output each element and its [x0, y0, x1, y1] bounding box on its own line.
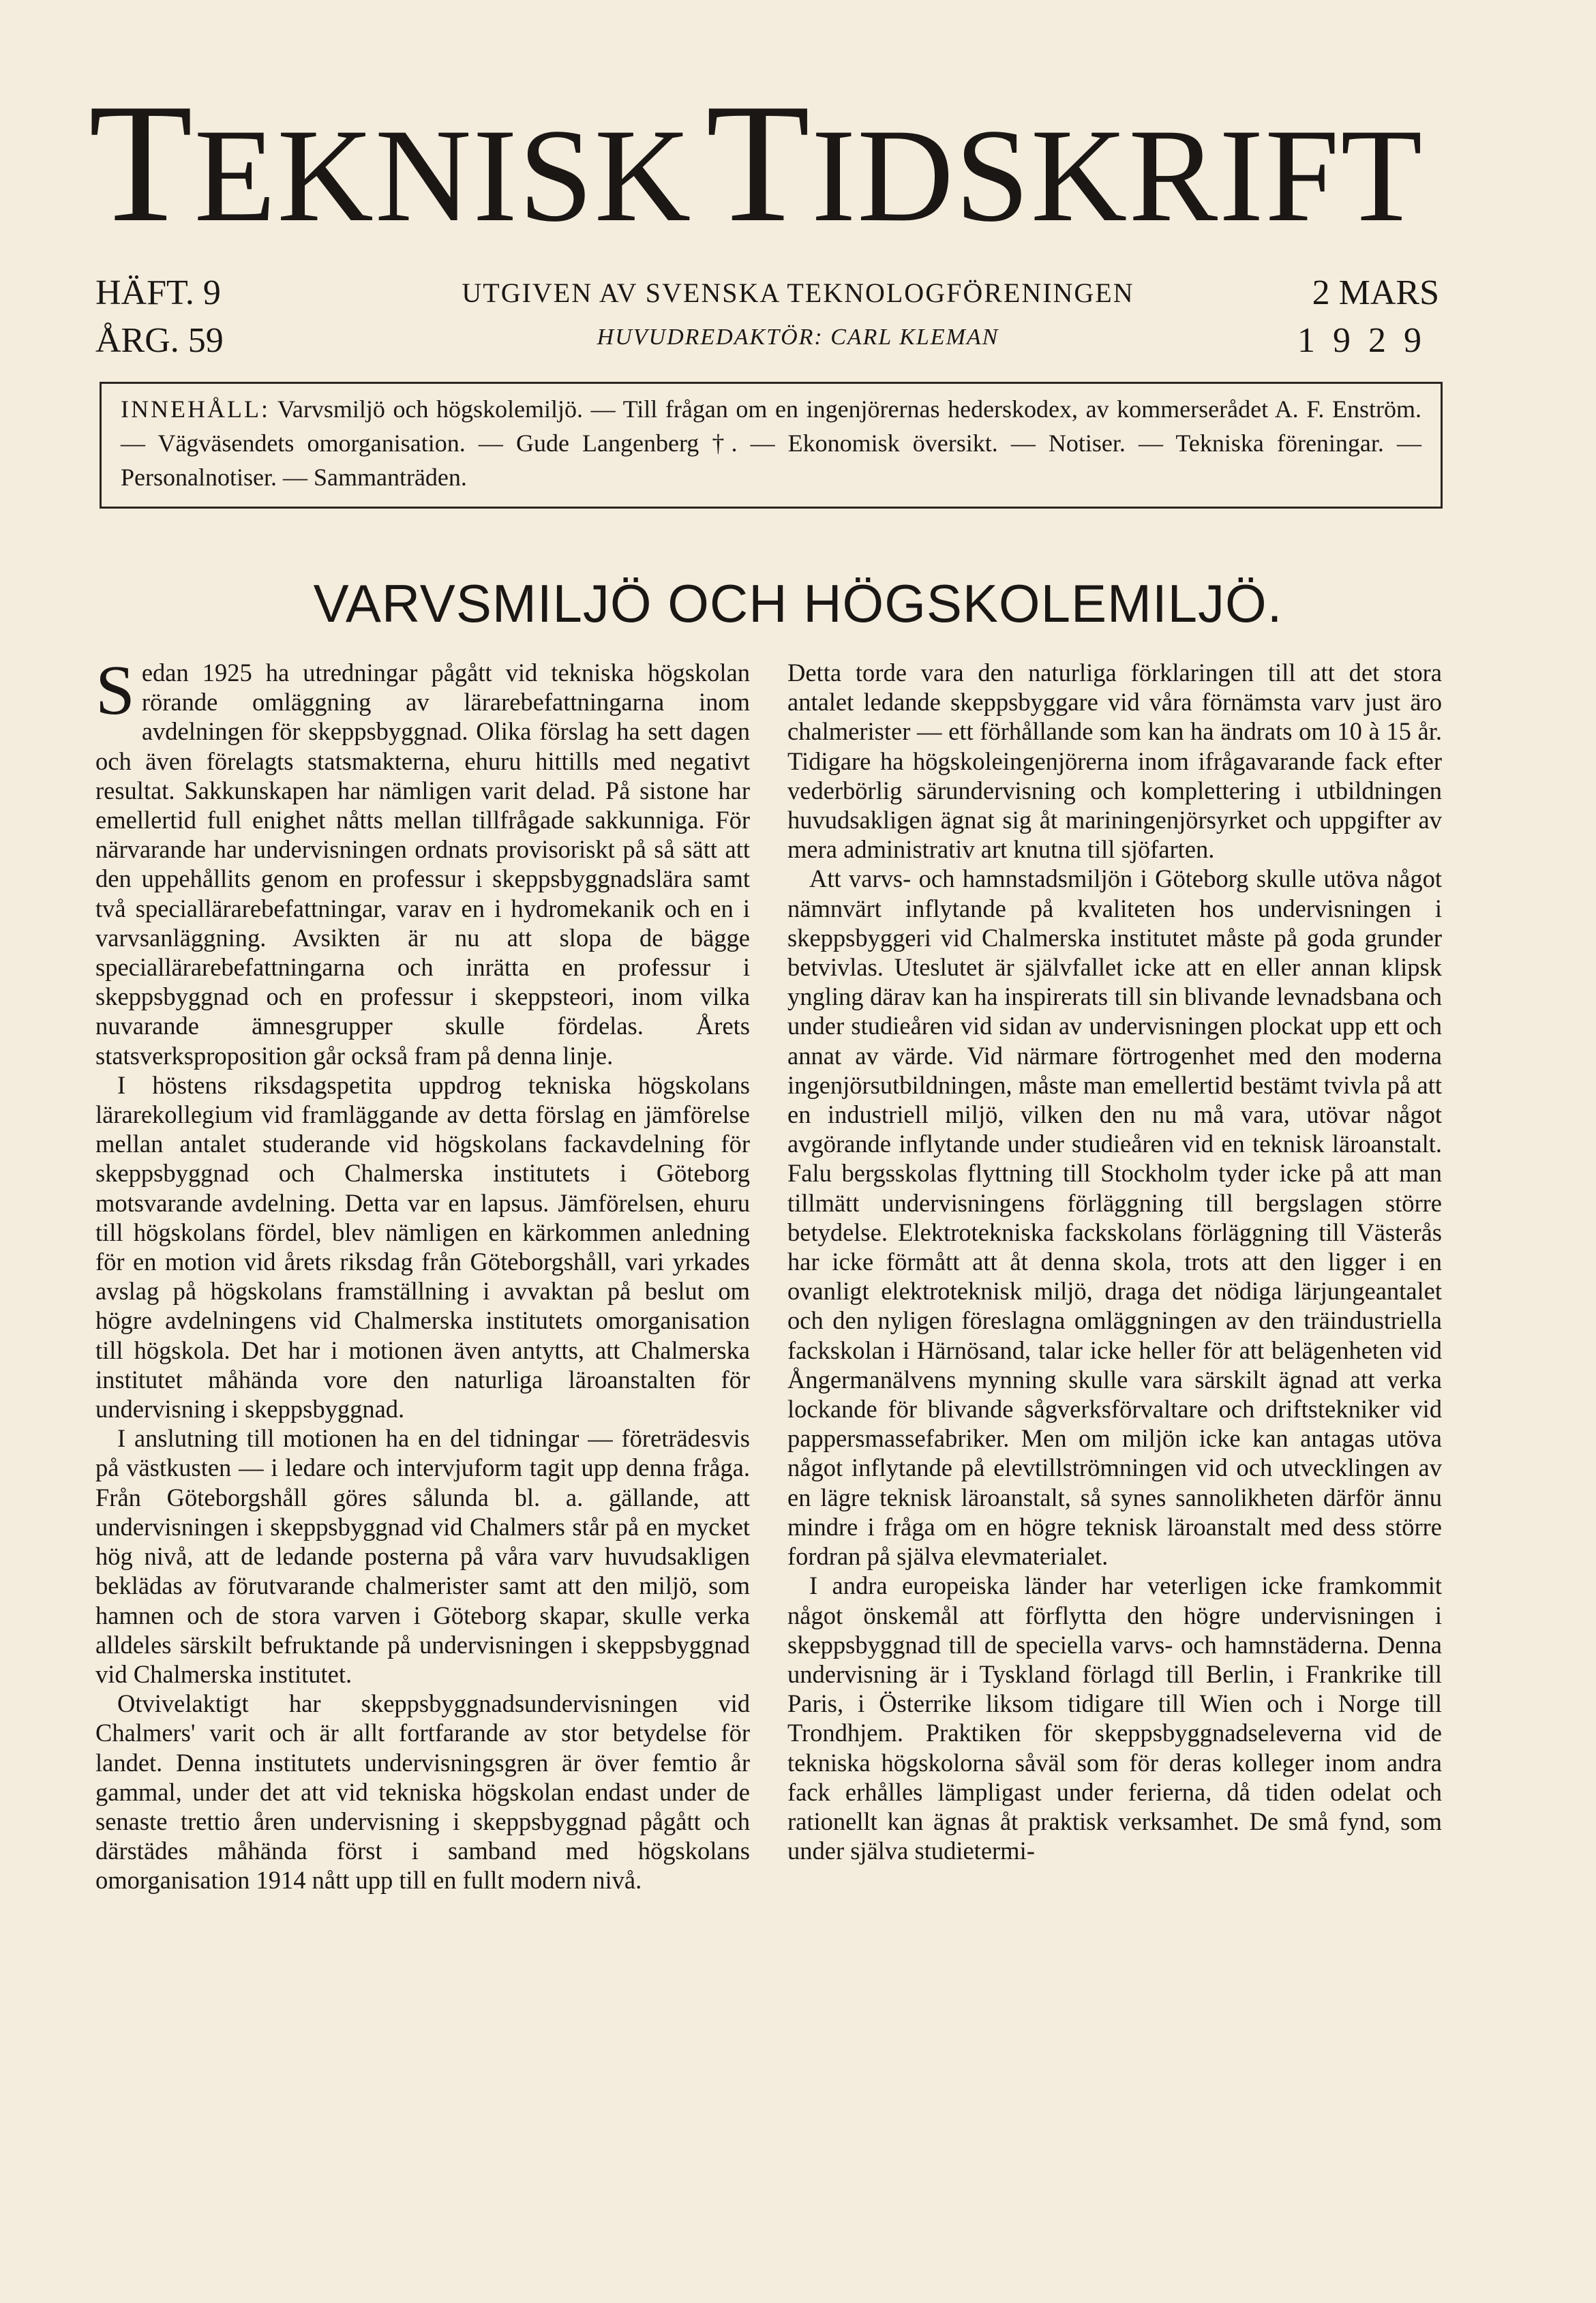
contents-text: Varvsmiljö och högskolemiljö. — Till frågan om en ingenjörernas hederskodex, av kommerserådet A. F. Enström. — Vägväsendets omorganisation. — Gude Langenberg †. — Ekonomisk översikt. — Notiser. — Tekniska föreningar. — Personalnotiser. — Sammanträden.: [121, 395, 1421, 491]
contents-box: [100, 382, 1443, 509]
issue-number: HÄFT. 9: [95, 273, 221, 312]
publisher-line: UTGIVEN AV SVENSKA TEKNOLOGFÖRENINGEN: [462, 277, 1134, 308]
article-title: VARVSMILJÖ OCH HÖGSKOLEMILJÖ.: [313, 573, 1283, 633]
paragraph: Otvivelaktigt har skeppsbyggnadsundervisningen vid Chalmers' varit och är allt fortfarande av stor betydelse för landet. Denna institutets undervisningsgren är över femtio år gammal, under det att vid tekniska högskolan endast under de senaste trettio åren undervisning i skeppsbyggnad pågått och därstädes måhända först i samband med högskolans omorganisation 1914 nått upp till en fullt modern nivå.: [95, 1689, 750, 1895]
masthead-word-tidskrift: TIDSKRIFT: [706, 69, 1424, 258]
article-column-right: [787, 658, 1442, 2253]
drop-cap: S: [95, 658, 135, 729]
volume-number: ÅRG. 59: [95, 321, 224, 360]
editor-line: HUVUDREDAKTÖR: CARL KLEMAN: [597, 325, 999, 350]
paragraph: Sedan 1925 ha utredningar pågått vid tekniska högskolan rörande omläggning av lärarebefattningarna inom avdelningen för skeppsbyggnad. Olika förslag ha sett dagen och även förelagts statsmakterna, ehuru hittills med negativt resultat. Sakkunskapen har nämligen varit delad. På sistone har emellertid full enighet nåtts mellan tillfrågade sakkunniga. För närvarande har undervisningen ordnats provisoriskt på så sätt att den uppehållits genom en professur i skeppsbyggnadslära samt två speciallärarebefattningar, varav en i hydromekanik och en i varvsanläggning. Avsikten är nu att slopa de bägge speciallärarebefattningarna och inrätta en professur i skeppsbyggnad och en professur i skeppsteori, inom vilka nuvarande ämnesgrupper skulle fördelas. Årets statsverksproposition går också fram på denna linje.: [95, 658, 750, 1070]
paragraph: I andra europeiska länder har veterligen icke framkommit något önskemål att förflytta den högre undervisningen i skeppsbyggnad till de speciella varvs- och hamnstäderna. Denna undervisning är i Tyskland förlagd till Berlin, i Frankrike till Paris, i Österrike liksom tidigare till Wien och i Norge till Trondhjem. Praktiken för skeppsbyggnadseleverna vid de tekniska högskolorna såväl som för deras kolleger inom andra fack erhålles lämpligast under ferierna, då tiden odelat och rationellt kan ägnas åt praktisk verksamhet. De små fynd, som under själva studietermi-: [787, 1571, 1442, 1865]
masthead: [89, 69, 1452, 258]
paragraph: I anslutning till motionen ha en del tidningar — företrädesvis på västkusten — i ledare och intervjuform tagit upp denna fråga. Från Göteborgshåll göres sålunda bl. a. gällande, att undervisningen i skeppsbyggnad vid Chalmers står på en mycket hög nivå, att de ledande posterna på våra varv huvudsakligen beklädas av förutvarande chalmerister samt att den miljö, som hamnen och de stora varven i Göteborg skapar, skulle verka alldeles särskilt befruktande på undervisningen i skeppsbyggnad vid Chalmerska institutet.: [95, 1424, 750, 1688]
contents-label: INNEHÅLL:: [121, 395, 270, 423]
paragraph: I höstens riksdagspetita uppdrog tekniska högskolans lärarekollegium vid framläggande av detta förslag en jämförelse mellan antalet studerande vid högskolans fackavdelning för skeppsbyggnad och Chalmerska institutets i Göteborg motsvarande avdelning. Detta var en lapsus. Jämförelsen, ehuru till högskolans fördel, blev nämligen en kärkommen anledning för en motion vid årets riksdag från Göteborgshåll, vari yrkades avslag på högskolans framställning i avvaktan på beslut om högre avdelningens vid Chalmerska institutets omorganisation till högskola. Det har i motionen även antytts, att Chalmerska institutet måhända vore den naturliga läroanstalten för undervisning i skeppsbyggnad.: [95, 1070, 750, 1424]
paragraph: Att varvs- och hamnstadsmiljön i Göteborg skulle utöva något nämnvärt inflytande på kvaliteten hos undervisningen i skeppsbyggeri vid Chalmerska institutet måste på goda grunder betvivlas. Uteslutet är självfallet icke att en eller annan klipsk yngling därav kan ha inspirerats till sin blivande levnadsbana och under studieåren vid sidan av undervisningen plockat upp ett och annat av värde. Vid närmare förtrogenhet med den moderna ingenjörsutbildningen, måste man emellertid bestämt tvivla på att en industriell miljö, vilken den nu må vara, utövar något avgörande inflytande under studieåren vid en teknisk läroanstalt. Falu bergsskolas flyttning till Stockholm tyder icke på att man tillmätt undervisningens förläggning till bergslagen större betydelse. Elektrotekniska fackskolans förläggning till Västerås har icke förmått att åt denna skola, trots att den ligger i en ovanligt elektroteknisk miljö, draga det nödiga lärjungeantalet och den nyligen föreslagna omläggningen av den träindustriella fackskolan i Härnösand, talar icke heller för att belägenheten vid Ångermanälvens mynning skulle vara särskilt ägnad att verka lockande för blivande sågverksförvaltare och driftstekniker vid pappersmassefabriker. Men om miljön icke kan antagas utöva något inflytande på elevtillströmningen vid och utvecklingen av en lägre teknisk läroanstalt, så synes sannolikheten därför ännu mindre i fråga om en högre teknisk läroanstalt med dess större fordran på själva elevmaterialet.: [787, 864, 1442, 1571]
issue-year: 1929: [1297, 321, 1439, 360]
paragraph: Detta torde vara den naturliga förklaringen till att det stora antalet ledande skeppsbyggare vid våra förnämsta varv just äro chalmerister — ett förhållande som kan ha ändrats om 10 à 15 år. Tidigare ha högskoleingenjörerna inom ifrågavarande fack efter vederbörlig särundervisning och komplettering i utbildningen huvudsakligen ägnat sig åt mariningenjörsyrket och uppgifter av mera administrativ art knutna till sjöfarten.: [787, 659, 1442, 864]
masthead-word-teknisk: TEKNISK: [89, 69, 693, 258]
issue-date: 2 MARS: [1312, 273, 1439, 312]
article-column-left: [95, 658, 750, 2253]
